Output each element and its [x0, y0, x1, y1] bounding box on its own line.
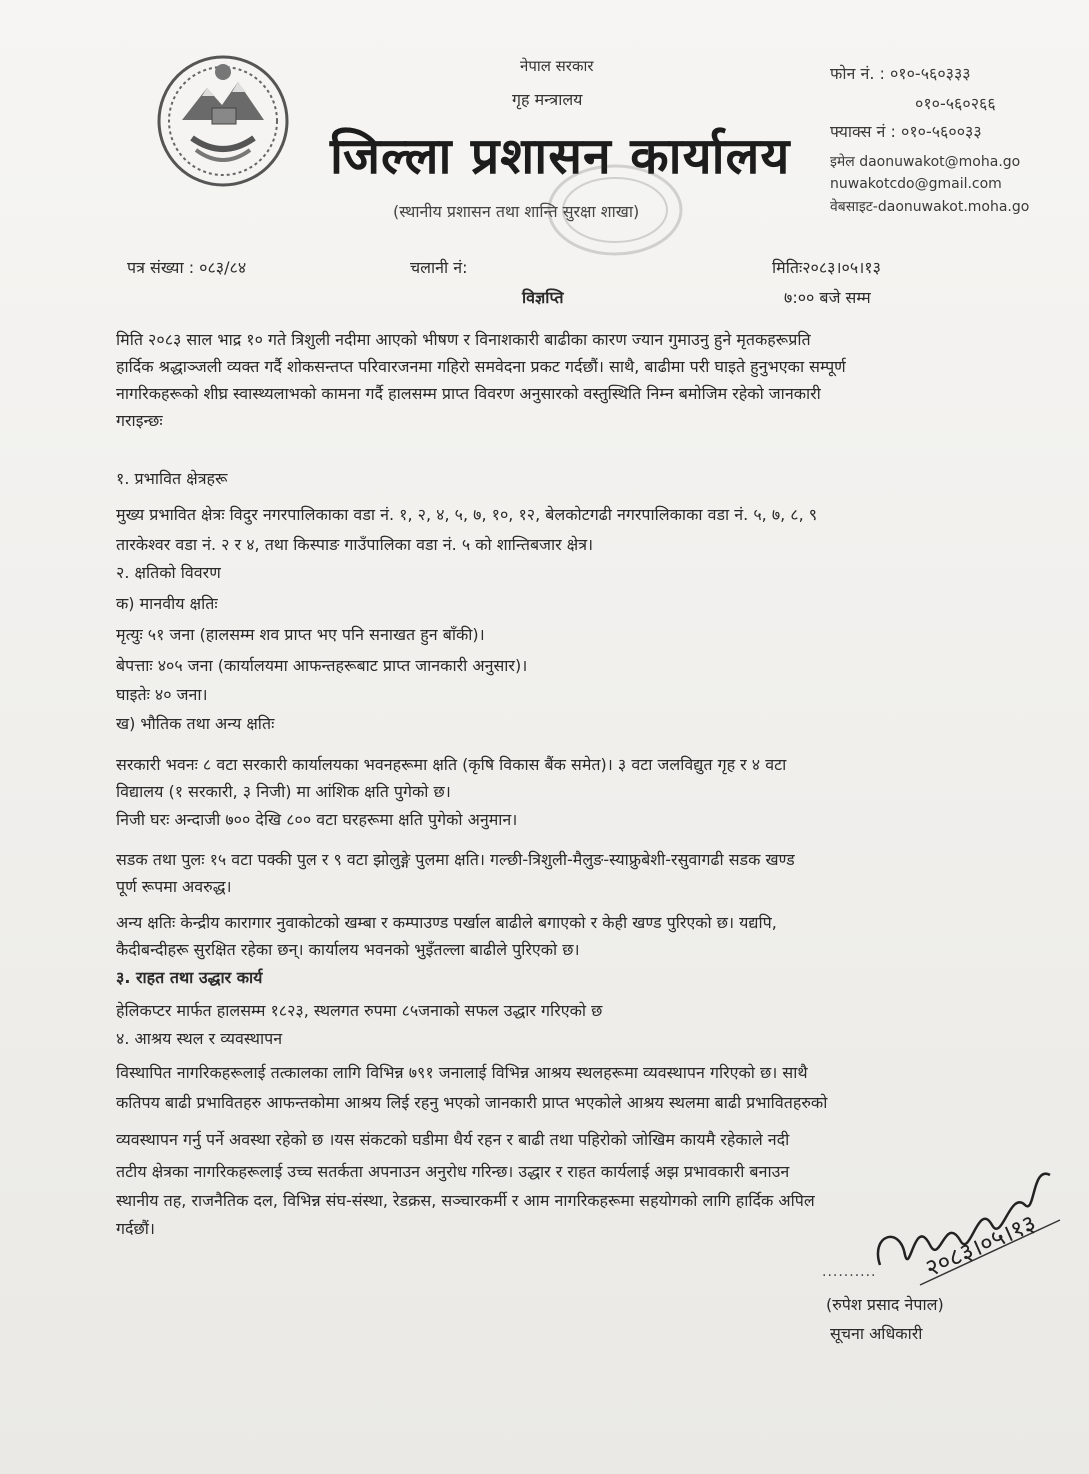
nepal-emblem-icon: [152, 50, 294, 192]
email-1: इमेल daonuwakot@moha.go: [830, 154, 1021, 170]
missing-line: बेपत्ताः ४०५ जना (कार्यालयमा आफन्तहरूबाट प्राप्त जानकारी अनुसार)।: [116, 656, 528, 675]
email-2: nuwakotcdo@gmail.com: [830, 176, 1002, 192]
dispatch-number: चलानी नं:: [410, 258, 468, 277]
rescue-line: हेलिकप्टर मार्फत हालसम्म १८२३, स्थलगत रुपमा ८५जनाको सफल उद्धार गरिएको छ: [116, 1001, 603, 1020]
government-label: नेपाल सरकार: [520, 57, 594, 75]
intro-line: हार्दिक श्रद्धाञ्जली व्यक्त गर्दै शोकसन्तप्त परिवारजनमा गहिरो समवेदना प्रकट गर्दछौं। साथै, बाढीमा परी घाइते हुनुभएका सम्पूर्ण: [116, 357, 846, 376]
road-bridge-line: पूर्ण रूपमा अवरुद्ध।: [116, 877, 232, 896]
reference-number: पत्र संख्या : ०८३/८४: [127, 258, 247, 277]
section-2-heading: २. क्षतिको विवरण: [116, 563, 221, 582]
signatory-title: सूचना अधिकारी: [830, 1324, 923, 1343]
branch-label: (स्थानीय प्रशासन तथा शान्ति सुरक्षा शाखा): [393, 202, 640, 221]
govt-building-line: विद्यालय (१ सरकारी, ३ निजी) मा आंशिक क्षति पुगेको छ।: [116, 782, 451, 801]
intro-line: गराइन्छः: [116, 411, 163, 430]
govt-building-line: सरकारी भवनः ८ वटा सरकारी कार्यालयका भवनहरूमा क्षति (कृषि विकास बैंक समेत)। ३ वटा जलविद्युत गृह र ४ वटा: [116, 755, 787, 774]
office-title: जिल्ला प्रशासन कार्यालय: [330, 127, 791, 185]
deaths-line: मृत्युः ५१ जना (हालसम्म शव प्राप्त भए पनि सनाखत हुन बाँकी)।: [116, 625, 485, 644]
shelter-line: स्थानीय तह, राजनैतिक दल, विभिन्न संघ-संस्था, रेडक्रस, सञ्चारकर्मी र आम नागरिकहरूमा सहयोगको लागि हार्दिक अपिल: [116, 1191, 815, 1210]
intro-line: मिति २०८३ साल भाद्र १० गते त्रिशुली नदीमा आएको भीषण र विनाशकारी बाढीका कारण ज्यान गुमाउनु हुने मृतकहरूप्रति: [116, 330, 811, 349]
intro-paragraph: [116, 326, 986, 434]
section-3-heading: ३. राहत तथा उद्धार कार्य: [116, 968, 263, 987]
website: वेबसाइट-daonuwakot.moha.go: [830, 199, 1030, 215]
office-stamp-icon: [545, 160, 685, 260]
shelter-line: कतिपय बाढी प्रभावितहरु आफन्तकोमा आश्रय लिई रहनु भएको जानकारी प्राप्त भएकोले आश्रय स्थलमा बाढी प्रभावितहरुको: [116, 1093, 828, 1112]
signature-dots: ..........: [822, 1264, 877, 1280]
intro-line: नागरिकहरूको शीघ्र स्वास्थ्यलाभको कामना गर्दै हालसम्म प्राप्त विवरण अनुसारको वस्तुस्थिति निम्न बमोजिम रहेको जानकारी: [116, 384, 821, 403]
affected-areas-line: तारकेश्वर वडा नं. २ र ४, तथा किस्पाङ गाउँपालिका वडा नं. ५ को शान्तिबजार क्षेत्र।: [116, 535, 594, 554]
phone-1: फोन नं. : ०१०-५६०३३३: [830, 64, 971, 83]
signature-date: २०८३।०५।१३: [921, 1208, 1041, 1283]
road-bridge-line: सडक तथा पुलः १५ वटा पक्की पुल र ९ वटा झोलुङ्गे पुलमा क्षति। गल्छी-त्रिशुली-मैलुङ-स्याफ्रुबेशी-रसुवागढी सडक खण्ड: [116, 850, 795, 869]
physical-loss-heading: ख) भौतिक तथा अन्य क्षतिः: [116, 714, 275, 733]
section-4-heading: ४. आश्रय स्थल र व्यवस्थापन: [116, 1029, 283, 1048]
issue-date: मितिः२०८३।०५।१३: [772, 258, 881, 277]
affected-areas-line: मुख्य प्रभावित क्षेत्रः विदुर नगरपालिकाका वडा नं. १, २, ४, ५, ७, १०, १२, बेलकोटगढी नगरपालिकाका वडा नं. ५, ७, ८, ९: [116, 505, 818, 524]
private-house-line: निजी घरः अन्दाजी ७०० देखि ८०० वटा घरहरूमा क्षति पुगेको अनुमान।: [116, 810, 518, 829]
other-loss-line: कैदीबन्दीहरू सुरक्षित रहेका छन्। कार्यालय भवनको भुइँतल्ला बाढीले पुरिएको छ।: [116, 940, 580, 959]
signatory-name: (रुपेश प्रसाद नेपाल): [826, 1295, 944, 1314]
human-loss-heading: क) मानवीय क्षतिः: [116, 594, 218, 613]
issue-time: ७:०० बजे सम्म: [784, 288, 871, 307]
injured-line: घाइतेः ४० जना।: [116, 685, 208, 704]
fax: फ्याक्स नं : ०१०-५६००३३: [830, 122, 982, 141]
ministry-label: गृह मन्त्रालय: [512, 90, 583, 109]
shelter-line: व्यवस्थापन गर्नु पर्ने अवस्था रहेको छ ।यस संकटको घडीमा धैर्य रहन र बाढी तथा पहिरोको जोखिम कायमै रहेकाले नदी: [116, 1130, 790, 1149]
other-loss-line: अन्य क्षतिः केन्द्रीय कारागार नुवाकोटको खम्बा र कम्पाउण्ड पर्खाल बाढीले बगाएको र केही खण्ड पुरिएको छ। यद्यपि,: [116, 913, 777, 932]
phone-2: ०१०-५६०२६६: [915, 94, 996, 113]
section-1-heading: १. प्रभावित क्षेत्रहरू: [116, 469, 228, 488]
shelter-line: गर्दछौं।: [116, 1219, 155, 1238]
shelter-line: तटीय क्षेत्रका नागरिकहरूलाई उच्च सतर्कता अपनाउन अनुरोध गरिन्छ। उद्धार र राहत कार्यलाई अझ प्रभावकारी बनाउन: [116, 1162, 790, 1181]
handwritten-signature: [860, 1145, 1070, 1295]
notice-title: विज्ञप्ति: [522, 288, 564, 307]
shelter-line: विस्थापित नागरिकहरूलाई तत्कालका लागि विभिन्न ७९१ जनालाई विभिन्न आश्रय स्थलहरूमा व्यवस्थापन गरिएको छ। साथै: [116, 1063, 808, 1082]
